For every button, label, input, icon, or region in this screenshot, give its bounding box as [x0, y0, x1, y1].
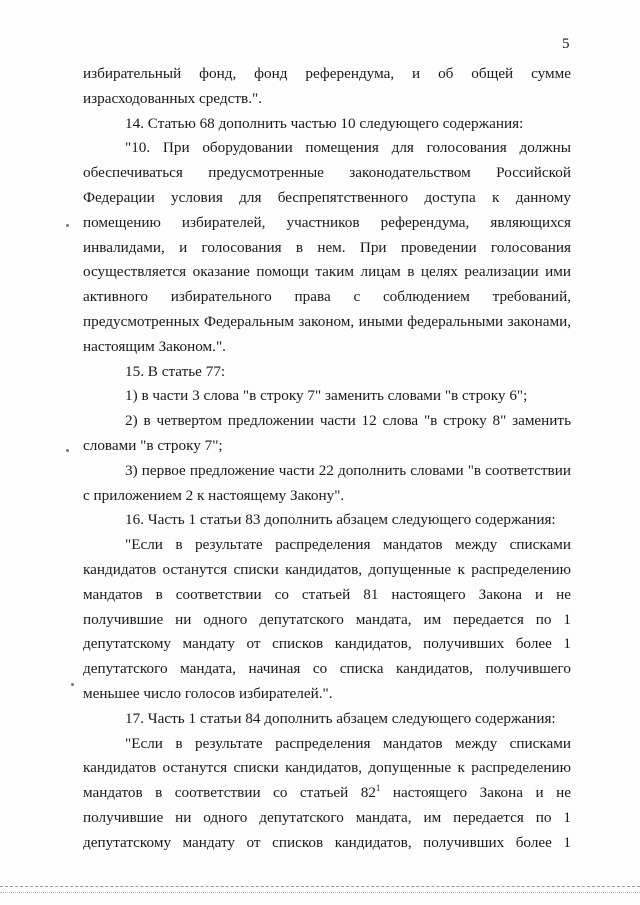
text-line-content: предусмотренных Федеральным законом, иными федеральными законами,	[83, 312, 571, 330]
text-line	[83, 87, 571, 112]
text-line-content: 16. Часть 1 статьи 83 дополнить абзацем следующего содержания:	[125, 511, 556, 529]
text-line-content: мандатов в соответствии со статьей 81 настоящего Закона и не	[83, 585, 571, 603]
scan-speck	[71, 683, 74, 686]
text-line-content: израсходованных средств.".	[83, 89, 263, 107]
superscript: 1	[375, 783, 381, 794]
text-line-content: депутатского мандата, начиная со списка кандидатов, получившего	[83, 660, 571, 678]
text-line-content: с приложением 2 к настоящему Закону".	[83, 486, 345, 504]
text-line-content: активного избирательного права с соблюдением требований,	[83, 288, 571, 306]
text-line	[83, 260, 571, 285]
text-line	[83, 657, 571, 682]
text-line-content: инвалидами, и голосования в нем. При проведении голосования	[83, 238, 571, 256]
text-line	[83, 310, 571, 335]
text-line	[83, 211, 571, 236]
scan-edge-line	[0, 892, 640, 893]
text-line-content: кандидатов останутся списки кандидатов, допущенные к распределению	[83, 560, 571, 578]
text-line-content: "Если в результате распределения мандатов между списками	[125, 734, 571, 752]
scan-speck	[66, 449, 69, 452]
text-line	[83, 236, 571, 261]
text-line	[83, 459, 571, 484]
text-line	[83, 360, 571, 385]
text-line	[83, 136, 571, 161]
text-line	[83, 682, 571, 707]
text-line-content: 1) в части 3 слова "в строку 7" заменить словами "в строку 6";	[125, 387, 528, 405]
page-number: 5	[562, 36, 570, 52]
text-line-content: осуществляется оказание помощи таким лицам в целях реализации ими	[83, 263, 571, 281]
text-line-content: 14. Статью 68 дополнить частью 10 следующего содержания:	[125, 114, 524, 132]
text-line	[83, 434, 571, 459]
text-line-content: помещению избирателей, участников референдума, являющихся	[83, 213, 571, 231]
text-line	[83, 409, 571, 434]
text-line-content: "10. При оборудовании помещения для голосования должны	[125, 139, 571, 157]
text-line	[83, 112, 571, 137]
text-line	[83, 781, 571, 806]
text-line-content: избирательный фонд, фонд референдума, и об общей сумме	[83, 65, 571, 82]
text-line-content: 17. Часть 1 статьи 84 дополнить абзацем следующего содержания:	[125, 709, 556, 727]
text-line-content: 3) первое предложение части 22 дополнить словами "в соответствии	[125, 461, 571, 479]
document-body	[83, 62, 571, 856]
text-line	[83, 806, 571, 831]
text-line	[83, 831, 571, 856]
text-line	[83, 62, 571, 87]
text-line-content: получившие ни одного депутатского мандата, им передается по 1	[83, 610, 571, 628]
text-line-content: мандатов в соответствии со статьей 82	[83, 784, 376, 802]
text-line-content: 2) в четвертом предложении части 12 слова "в строку 8" заменить	[125, 412, 571, 430]
text-line-content: кандидатов останутся списки кандидатов, допущенные к распределению	[83, 759, 571, 777]
text-line	[83, 384, 571, 409]
text-line	[83, 732, 571, 757]
text-line	[83, 285, 571, 310]
text-line	[83, 632, 571, 657]
text-line-content: меньшее число голосов избирателей.".	[83, 684, 333, 702]
text-line-content: получившие ни одного депутатского мандата, им передается по 1	[83, 808, 571, 826]
text-line-content: депутатскому мандату от списков кандидатов, получивших более 1	[83, 635, 571, 653]
scan-speck	[66, 224, 69, 227]
text-line-continuation: настоящего Закона и не	[380, 784, 571, 802]
text-line	[83, 508, 571, 533]
text-line	[83, 558, 571, 583]
scan-edge-line	[0, 886, 640, 887]
text-line	[83, 533, 571, 558]
text-line-content: депутатскому мандату от списков кандидатов, получивших более 1	[83, 833, 571, 851]
text-line-content: словами "в строку 7";	[83, 436, 223, 454]
text-line	[83, 608, 571, 633]
text-line	[83, 756, 571, 781]
text-line	[83, 583, 571, 608]
text-line	[83, 484, 571, 509]
text-line	[83, 186, 571, 211]
text-line	[83, 161, 571, 186]
text-line-content: настоящим Законом.".	[83, 337, 226, 355]
text-line	[83, 707, 571, 732]
text-line-content: обеспечиваться предусмотренные законодательством Российской	[83, 164, 571, 182]
text-line-content: "Если в результате распределения мандатов между списками	[125, 536, 571, 554]
text-line	[83, 335, 571, 360]
text-line-content: Федерации условия для беспрепятственного доступа к данному	[83, 188, 571, 206]
text-line-content: 15. В статье 77:	[125, 362, 226, 380]
